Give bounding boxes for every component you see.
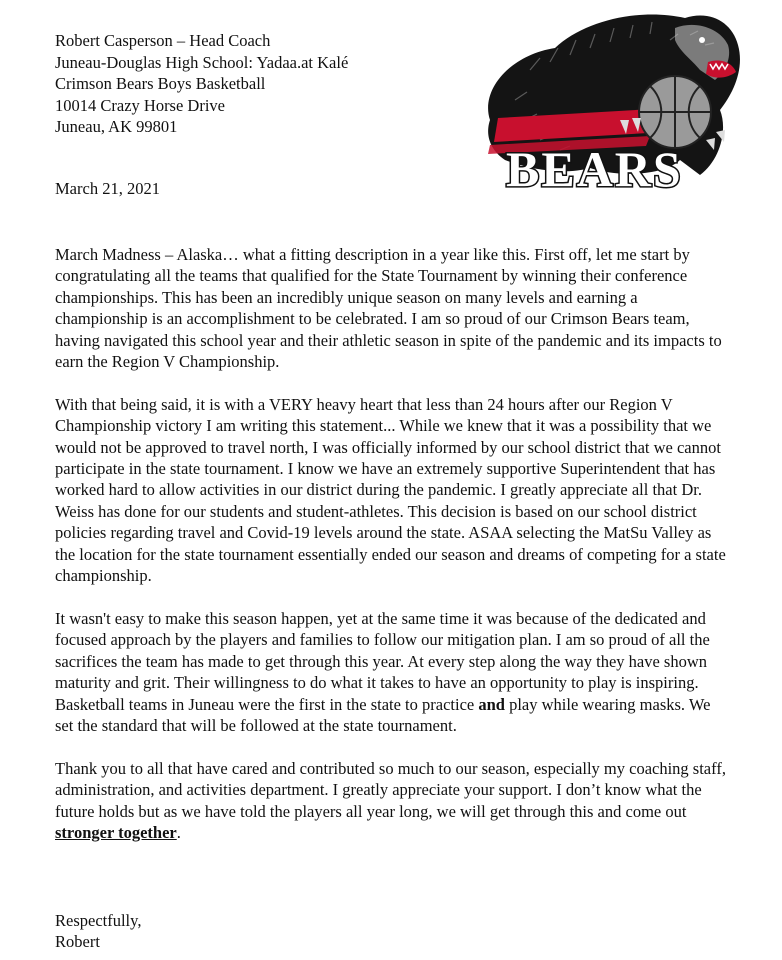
sender-street: 10014 Crazy Horse Drive — [55, 95, 225, 115]
letter-date: March 21, 2021 — [55, 179, 160, 198]
paragraph-4 — [55, 758, 730, 844]
closing-name: Robert — [55, 932, 100, 951]
paragraph-2: With that being said, it is with a VERY heavy heart that less than 24 hours after our Region V Championship victory I am writing this statement... While we knew that it was a possibility that we would not be approved to travel north, I was officially informed by our school district that we cannot participate in the state tournament. I know we have an extremely supportive Superintendent that has worked hard to allow activities in our district during the pandemic. I greatly appreciate all that Dr. Weiss has done for our students and student-athletes. This decision is based on our school district policies regarding travel and Covid-19 levels around the state. ASAA selecting the MatSu Valley as the location for the state tournament essentially ended our season and dreams of competing for a state championship. — [55, 394, 726, 586]
paragraph-3-text-b: play while wearing masks. We set the standard that will be followed at the state tournament. — [55, 694, 711, 735]
sender-school: Juneau-Douglas High School: Yadaa.at Kalé — [55, 52, 349, 72]
logo-wordmark: BEARS — [506, 141, 683, 197]
sender-city-state-zip: Juneau, AK 99801 — [55, 117, 178, 136]
basketball-icon — [639, 76, 711, 148]
stronger-together-emphasis: stronger together — [55, 822, 177, 842]
paragraph-4-text-a: Thank you to all that have cared and contributed so much to our season, especially my coaching staff, administration, and activities department. I greatly appreciate your support. I don’t know what the future holds but as we have told the players all year long, we will get through this and come out — [55, 758, 726, 821]
sender-address-block — [55, 30, 348, 138]
closing-salutation: Respectfully, — [55, 911, 142, 930]
letter-closing — [55, 910, 141, 952]
bear-eye — [699, 37, 705, 43]
sender-team: Crimson Bears Boys Basketball — [55, 74, 266, 93]
crimson-bears-logo — [470, 0, 750, 205]
letter-body — [55, 244, 730, 865]
paragraph-1: March Madness – Alaska… what a fitting description in a year like this. First off, let me start by congratulating all the teams that qualified for the State Tournament by winning their conference championships. This has been an incredibly unique season on many levels and earning a championship is an accomplishment to be celebrated. I am so proud of our Crimson Bears team, having navigated this school year and their athletic season in spite of the pandemic and its impacts to earn the Region V Championship. — [55, 245, 722, 372]
paragraph-3 — [55, 608, 730, 736]
paragraph-4-text-b: . — [176, 822, 181, 842]
paragraph-3-bold-and: and — [478, 694, 505, 714]
sender-name-title: Robert Casperson – Head Coach — [55, 31, 271, 50]
paragraph-3-text-a: It wasn't easy to make this season happen, yet at the same time it was because of the dedicated and focused approach by the players and families to follow our mitigation plan. I am so proud of all the sacrifices the team has made to get through this year. At every step along the way they have shown maturity and grit. Their willingness to do what it takes to have an opportunity to play is inspiring. Basketball teams in Juneau were the first in the state to practice — [55, 608, 710, 714]
